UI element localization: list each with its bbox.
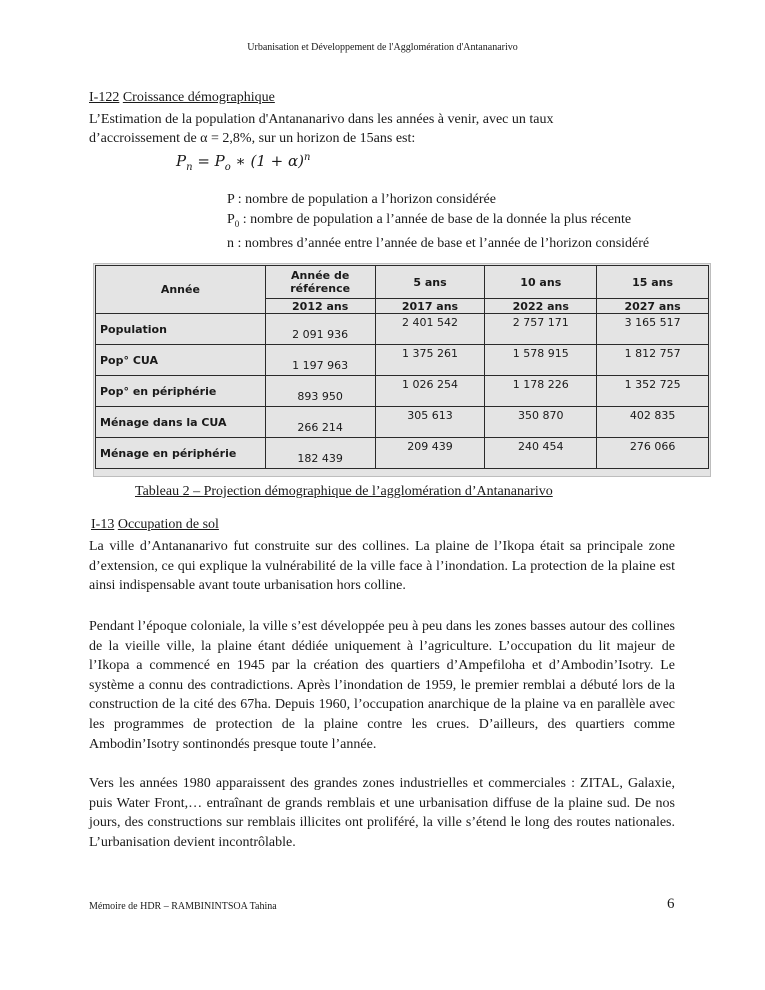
header-label: 10 ans bbox=[520, 275, 562, 289]
year-cell: 2027 ans bbox=[597, 299, 709, 314]
formula-lhs: P bbox=[176, 152, 187, 170]
table-cell bbox=[265, 376, 375, 407]
table-row bbox=[96, 438, 709, 469]
cell-value: 266 214 bbox=[297, 420, 343, 434]
formula-exp: n bbox=[304, 152, 311, 163]
row-label: Ménage en périphérie bbox=[96, 438, 266, 469]
page-header: Urbanisation et Développement de l'Agglomération d'Antananarivo bbox=[247, 42, 518, 53]
def-subscript: 0 bbox=[234, 218, 240, 229]
def-symbol: P bbox=[227, 192, 235, 207]
cell-value: 350 870 bbox=[518, 408, 564, 422]
header-cell: Année de référence bbox=[265, 266, 375, 299]
table-cell bbox=[485, 438, 597, 469]
cell-value: 1 352 725 bbox=[624, 377, 681, 391]
cell-value: 1 375 261 bbox=[402, 346, 458, 360]
table-cell bbox=[265, 314, 375, 345]
table-cell bbox=[265, 345, 375, 376]
cell-value: 1 026 254 bbox=[402, 377, 458, 391]
table-caption: Tableau 2 – Projection démographique de l’agglomération d’Antananarivo bbox=[135, 484, 553, 499]
row-label: Pop° CUA bbox=[96, 345, 266, 376]
table-row bbox=[96, 376, 709, 407]
section-number: I-122 bbox=[89, 90, 120, 105]
header-annee: Année bbox=[96, 266, 266, 314]
cell-value: 182 439 bbox=[297, 451, 343, 465]
page-number: 6 bbox=[667, 896, 675, 912]
body-paragraph: La ville d’Antananarivo fut construite sur des collines. La plaine de l’Ikopa était sa principale zone d’extension, ce qui explique la vulnérabilité de la ville face à l’inondation. La protection de la plaine est ainsi indispensable avant toute urbanisation hors colline. bbox=[89, 539, 675, 594]
table-row bbox=[96, 407, 709, 438]
table-cell bbox=[375, 376, 485, 407]
def-text: : nombre de population a l’horizon considérée bbox=[234, 192, 496, 207]
formula-mid: ∗ (1 + α) bbox=[230, 152, 304, 170]
table-cell bbox=[485, 407, 597, 438]
table-cell bbox=[485, 314, 597, 345]
table-cell bbox=[375, 314, 485, 345]
def-text: : nombres d’année entre l’année de base et l’année de l’horizon considéré bbox=[234, 235, 650, 251]
table-cell bbox=[597, 407, 709, 438]
intro-line: L’Estimation de la population d'Antananarivo dans les années à venir, avec un taux bbox=[89, 112, 554, 127]
projection-table bbox=[95, 265, 709, 469]
row-label: Population bbox=[96, 314, 266, 345]
def-symbol: P bbox=[227, 211, 235, 227]
table-cell bbox=[597, 314, 709, 345]
table-row bbox=[96, 345, 709, 376]
table-cell bbox=[265, 438, 375, 469]
cell-value: 3 165 517 bbox=[624, 315, 681, 329]
row-label: Pop° en périphérie bbox=[96, 376, 266, 407]
cell-value: 402 835 bbox=[629, 408, 676, 422]
table-cell bbox=[485, 376, 597, 407]
cell-value: 2 401 542 bbox=[402, 315, 458, 329]
cell-value: 2 091 936 bbox=[292, 327, 349, 341]
formula-definitions bbox=[227, 190, 649, 253]
definition-line bbox=[227, 190, 649, 210]
year-cell: 2017 ans bbox=[375, 299, 485, 314]
header-label: 5 ans bbox=[413, 275, 447, 289]
table-cell bbox=[485, 345, 597, 376]
header-cell bbox=[485, 266, 597, 299]
table-cell bbox=[375, 407, 485, 438]
header-cell bbox=[597, 266, 709, 299]
def-symbol: n bbox=[227, 235, 234, 251]
cell-value: 305 613 bbox=[407, 408, 453, 422]
cell-value: 209 439 bbox=[407, 439, 453, 453]
table-cell bbox=[597, 376, 709, 407]
cell-value: 240 454 bbox=[518, 439, 564, 453]
footer-author: Mémoire de HDR – RAMBININTSOA Tahina bbox=[89, 901, 277, 912]
definition-line bbox=[227, 210, 649, 234]
header-label: 15 ans bbox=[632, 275, 674, 289]
header-cell bbox=[375, 266, 485, 299]
cell-value: 1 178 226 bbox=[512, 377, 569, 391]
table-row bbox=[96, 314, 709, 345]
cell-value: 893 950 bbox=[297, 389, 343, 403]
definition-line bbox=[227, 234, 649, 254]
body-paragraph: Pendant l’époque coloniale, la ville s’est développée peu à peu dans les zones basses autour des collines de la vieille ville, la plaine étant dédiée uniquement à l’agriculture. L’occupation du lit majeur de l’Ikopa a commencé en 1945 par la création des quartiers d’Ampefiloha et d’Ambodin’Isotry. Le système a connu des contradictions. Après l’inondation de 1959, le premier remblai a débuté lors de la construction de la cité des 67ha. Depuis 1960, l’occupation anarchique de la plaine va en parallèle avec les programmes de protection de la plaine contre les crues. D’ailleurs, des quartiers comme Ambodin’Isotry sontinondés presque toute l’année. bbox=[89, 619, 675, 752]
year-cell: 2022 ans bbox=[485, 299, 597, 314]
formula-lhs-sub: n bbox=[186, 162, 193, 173]
table-cell bbox=[597, 345, 709, 376]
cell-value: 276 066 bbox=[629, 439, 676, 453]
table-cell bbox=[265, 407, 375, 438]
cell-value: 2 757 171 bbox=[512, 315, 569, 329]
def-text: : nombre de population a l’année de base de la donnée la plus récente bbox=[239, 211, 632, 227]
table-cell bbox=[597, 438, 709, 469]
body-paragraph: Vers les années 1980 apparaissent des grandes zones industrielles et commerciales : ZITAL, Galaxie, puis Water Front,… entraînant de grands remblais et une urbanisation diffuse de la plaine sud. De nos jours, des constructions sur remblais illicites ont proliféré, la ville s’étend le long des routes nationales. L’urbanisation devient incontrôlable. bbox=[89, 776, 675, 850]
row-label: Ménage dans la CUA bbox=[96, 407, 266, 438]
growth-formula: $P_n = P_o$ ∗ $(1 + \alpha)^n$ bbox=[176, 152, 311, 173]
cell-value: 1 197 963 bbox=[292, 358, 349, 372]
section-title: Croissance démographique bbox=[122, 90, 275, 105]
section-heading-croissance bbox=[89, 90, 275, 106]
table-cell bbox=[375, 345, 485, 376]
year-cell: 2012 ans bbox=[265, 299, 375, 314]
section-number: I-13 bbox=[91, 517, 115, 532]
section-heading-occupation bbox=[91, 517, 219, 533]
formula-p0-sub: o bbox=[224, 162, 231, 173]
cell-value: 1 812 757 bbox=[624, 346, 681, 360]
table-header-row bbox=[96, 266, 709, 299]
formula-p0: P bbox=[214, 152, 225, 170]
intro-line: d’accroissement de α = 2,8%, sur un horizon de 15ans est: bbox=[89, 131, 416, 146]
section-title: Occupation de sol bbox=[117, 517, 219, 532]
intro-paragraph bbox=[89, 110, 609, 148]
table-cell bbox=[375, 438, 485, 469]
cell-value: 1 578 915 bbox=[512, 346, 569, 360]
projection-table-image bbox=[93, 263, 711, 477]
